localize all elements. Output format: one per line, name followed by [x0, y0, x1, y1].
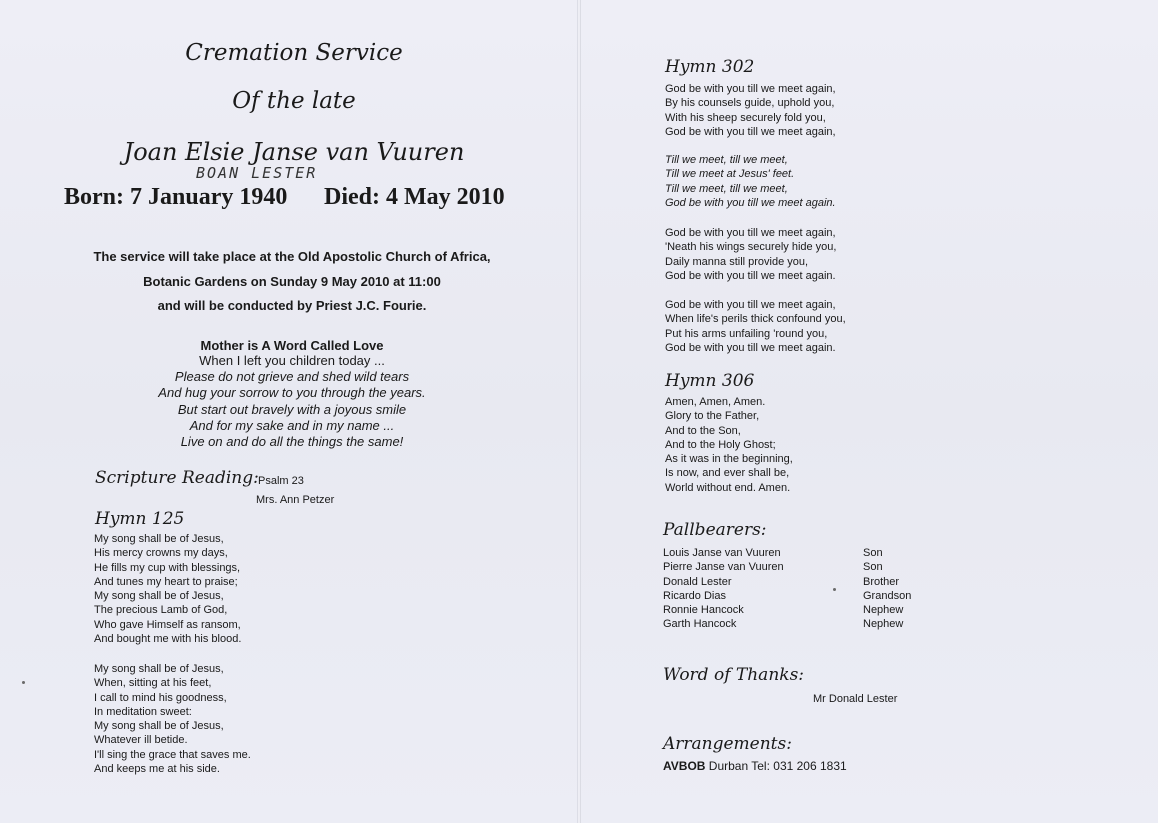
verse-line: When life's perils thick confound you,: [665, 313, 846, 326]
hymn-302-verse-4: [665, 298, 846, 355]
pallbearer-relation: Son: [863, 561, 883, 574]
handwritten-maiden-name: BOAN LESTER: [196, 164, 318, 182]
verse-line: As it was in the beginning,: [665, 453, 793, 466]
pallbearer-row: [663, 589, 943, 603]
pallbearer-name: Garth Hancock: [663, 618, 737, 631]
verse-line: God be with you till we meet again,: [665, 83, 836, 95]
pallbearer-row: [663, 560, 943, 574]
verse-line: In meditation sweet:: [94, 705, 192, 718]
poem-line: Please do not grieve and shed wild tears: [174, 369, 410, 385]
pallbearer-name: Pierre Janse van Vuuren: [663, 561, 784, 574]
verse-line: When, sitting at his feet,: [94, 677, 212, 690]
verse-line: And to the Holy Ghost;: [665, 438, 776, 451]
hymn-302-verse-1: [665, 82, 836, 139]
verse-line: God be with you till we meet again.: [665, 196, 836, 209]
verse-line: My song shall be of Jesus,: [94, 533, 224, 545]
arrangements-heading: Arrangements:: [663, 734, 792, 754]
pallbearer-row: [663, 617, 943, 631]
verse-line: I call to mind his goodness,: [94, 691, 227, 704]
title-of-the-late: Of the late: [232, 88, 356, 114]
hymn-302-chorus: [665, 153, 836, 210]
pallbearer-row: [663, 546, 943, 560]
hymn-125-verse-1: [94, 532, 241, 646]
verse-line: And tunes my heart to praise;: [94, 575, 238, 588]
pallbearer-relation: Brother: [863, 575, 900, 588]
verse-line: And to the Son,: [665, 424, 741, 437]
poem-line: Live on and do all the things the same!: [180, 434, 404, 450]
pallbearer-row: [663, 603, 943, 617]
verse-line: My song shall be of Jesus,: [94, 590, 224, 603]
scripture-psalm: Psalm 23: [258, 475, 304, 487]
hymn-125-heading: Hymn 125: [95, 509, 185, 529]
arrangements-company: AVBOB: [663, 759, 706, 773]
word-of-thanks-heading: Word of Thanks:: [663, 665, 805, 685]
service-line: Botanic Gardens on Sunday 9 May 2010 at 11:00: [143, 274, 441, 289]
pallbearers-list: [663, 546, 943, 632]
title-cremation-service: Cremation Service: [185, 40, 403, 66]
verse-line: God be with you till we meet again,: [665, 125, 836, 138]
poem-line: And hug your sorrow to you through the years.: [158, 385, 426, 401]
hymn-302-heading: Hymn 302: [665, 57, 755, 77]
poem-line: When I left you children today ...: [199, 353, 385, 368]
verse-line: I'll sing the grace that saves me.: [94, 748, 251, 761]
hymn-306-heading: Hymn 306: [665, 371, 755, 391]
verse-line: The precious Lamb of God,: [94, 604, 228, 617]
verse-line: Glory to the Father,: [665, 410, 760, 423]
poem-lines: [0, 353, 584, 450]
pallbearer-name: Donald Lester: [663, 575, 732, 588]
service-line: The service will take place at the Old Apostolic Church of Africa,: [93, 249, 491, 264]
scripture-reader: Mrs. Ann Petzer: [256, 494, 335, 506]
verse-line: My song shall be of Jesus,: [94, 663, 224, 675]
verse-line: 'Neath his wings securely hide you,: [665, 241, 837, 254]
verse-line: Put his arms unfailing 'round you,: [665, 327, 828, 340]
pallbearer-relation: Nephew: [863, 618, 904, 631]
verse-line: And bought me with his blood.: [94, 633, 242, 646]
poem-line: But start out bravely with a joyous smile: [177, 401, 407, 417]
verse-line: He fills my cup with blessings,: [94, 561, 241, 574]
verse-line: God be with you till we meet again,: [665, 227, 836, 239]
verse-line: God be with you till we meet again,: [665, 299, 836, 311]
verse-line: World without end. Amen.: [665, 481, 791, 494]
arrangements-contact: Durban Tel: 031 206 1831: [705, 759, 847, 773]
verse-line: God be with you till we meet again.: [665, 269, 836, 282]
pallbearer-name: Ricardo Dias: [663, 589, 726, 602]
pallbearers-heading: Pallbearers:: [663, 520, 767, 540]
pallbearer-name: Louis Janse van Vuuren: [663, 547, 781, 559]
verse-line: God be with you till we meet again.: [665, 341, 836, 354]
verse-line: Daily manna still provide you,: [665, 255, 809, 268]
arrangements-details: [663, 759, 847, 773]
verse-line: Is now, and ever shall be,: [665, 467, 790, 480]
verse-line: Who gave Himself as ransom,: [94, 618, 241, 631]
verse-line: With his sheep securely fold you,: [665, 111, 826, 124]
poem-line: And for my sake and in my name ...: [189, 417, 395, 433]
died-date: Died: 4 May 2010: [324, 184, 505, 210]
poem-title: Mother is A Word Called Love: [200, 338, 384, 353]
pallbearer-relation: Grandson: [863, 589, 912, 602]
hymn-306-lines: [665, 395, 793, 495]
paper-speck: [22, 681, 25, 684]
verse-line: Whatever ill betide.: [94, 734, 188, 747]
service-line: and will be conducted by Priest J.C. Fourie.: [157, 298, 427, 313]
verse-line: Till we meet at Jesus' feet.: [665, 168, 795, 181]
verse-line: By his counsels guide, uphold you,: [665, 97, 835, 110]
hymn-125-verse-2: [94, 662, 251, 776]
verse-line: Till we meet, till we meet,: [665, 154, 788, 166]
verse-line: My song shall be of Jesus,: [94, 720, 224, 733]
word-of-thanks-name: Mr Donald Lester: [813, 693, 898, 705]
verse-line: And keeps me at his side.: [94, 763, 220, 776]
pallbearer-relation: Son: [863, 547, 883, 559]
verse-line: Till we meet, till we meet,: [665, 182, 788, 195]
deceased-name: Joan Elsie Janse van Vuuren: [123, 138, 465, 166]
pallbearer-relation: Nephew: [863, 604, 904, 617]
pallbearer-name: Ronnie Hancock: [663, 604, 744, 617]
scripture-heading: Scripture Reading:: [95, 468, 259, 488]
born-date: Born: 7 January 1940: [64, 184, 288, 210]
pallbearer-row: [663, 575, 943, 589]
verse-line: His mercy crowns my days,: [94, 547, 228, 560]
verse-line: Amen, Amen, Amen.: [665, 396, 766, 408]
hymn-302-verse-3: [665, 226, 836, 283]
